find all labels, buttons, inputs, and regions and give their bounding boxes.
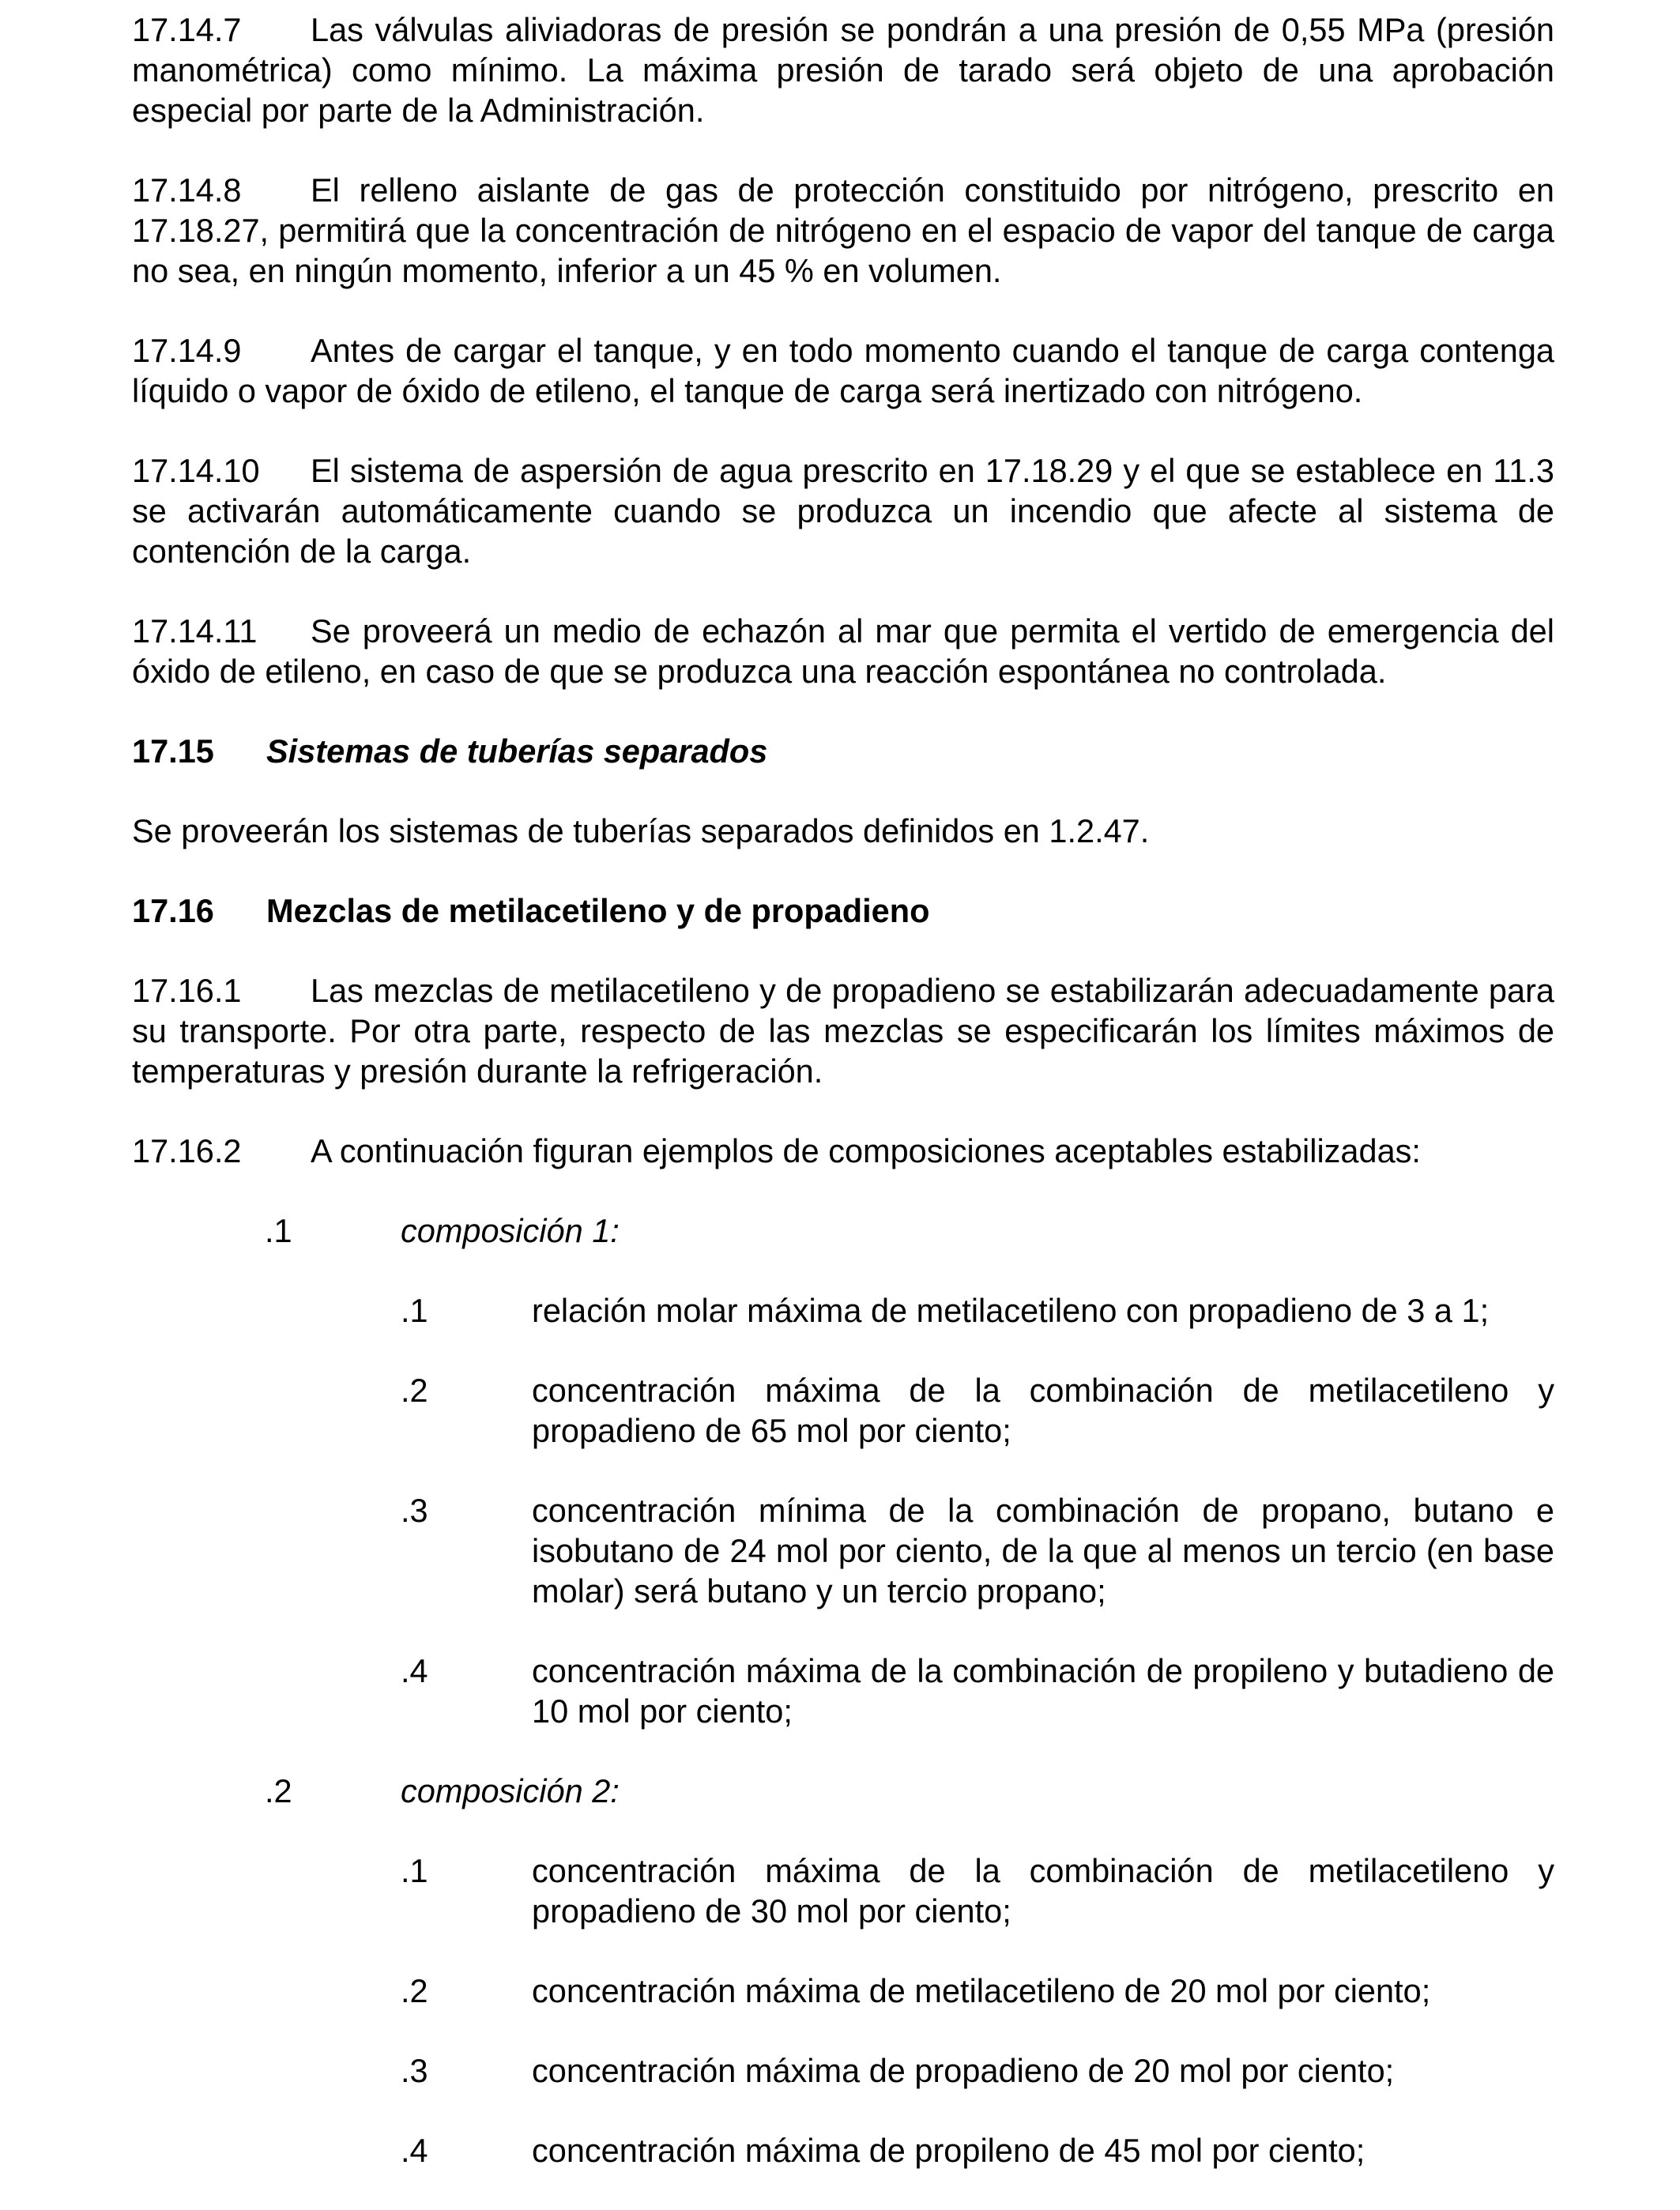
paragraph-17-16-1: [132, 970, 1554, 1091]
paragraph-17-14-10: [132, 450, 1554, 571]
paragraph-text: Antes de cargar el tanque, y en todo momento cuando el tanque de carga contenga líquido o vapor de óxido de etileno, el tanque de carga será inertizado con nitrógeno.: [132, 332, 1554, 409]
paragraph-text: El sistema de aspersión de agua prescrito en 17.18.29 y el que se establece en 11.3 se activarán automáticamente cuando se produzca un incendio que afecte al sistema de contención de la carga.: [132, 452, 1554, 570]
composition-2-item: [132, 1850, 1554, 1931]
paragraph-17-14-7: [132, 9, 1554, 130]
document-page: [132, 9, 1554, 2210]
section-number: 17.15: [132, 732, 214, 770]
composition-2-item: [132, 2050, 1554, 2091]
paragraph-17-14-9: [132, 330, 1554, 411]
item-number: .1: [401, 1852, 428, 1889]
paragraph-text: A continuación figuran ejemplos de composiciones aceptables estabilizadas:: [311, 1132, 1421, 1169]
paragraph-number: 17.16.1: [132, 972, 242, 1009]
paragraph-text: Las válvulas aliviadoras de presión se pondrán a una presión de 0,55 MPa (presión manométrica) como mínimo. La máxima presión de tarado será objeto de una aprobación especial por parte de la Administración.: [132, 11, 1554, 129]
paragraph-text: Las mezclas de metilacetileno y de propadieno se estabilizarán adecuadamente para su transporte. Por otra parte, respecto de las mezclas se especificarán los límites máximos de temperaturas y presión durante la refrigeración.: [132, 972, 1554, 1090]
composition-2-item: [132, 2130, 1554, 2170]
paragraph-number: 17.14.8: [132, 171, 242, 209]
composition-2-heading: [132, 1771, 1554, 1811]
section-number: 17.16: [132, 892, 214, 929]
composition-1-item: [132, 1370, 1554, 1451]
item-text: relación molar máxima de metilacetileno con propadieno de 3 a 1;: [532, 1292, 1490, 1329]
composition-1-item: [132, 1490, 1554, 1611]
composition-2-item: [132, 1971, 1554, 2011]
composition-1-item: [132, 1651, 1554, 1731]
item-text: concentración máxima de propileno de 45 mol por ciento;: [532, 2132, 1365, 2169]
composition-number: .1: [265, 1212, 292, 1249]
item-text: concentración máxima de propadieno de 20 mol por ciento;: [532, 2052, 1395, 2089]
composition-number: .2: [265, 1772, 292, 1809]
composition-1-heading: [132, 1210, 1554, 1251]
item-text: concentración mínima de la combinación de propano, butano e isobutano de 24 mol por ciento, de la que al menos un tercio (en base molar) será butano y un tercio propano;: [532, 1492, 1554, 1609]
item-number: .4: [401, 2132, 428, 2169]
item-text: concentración máxima de la combinación de metilacetileno y propadieno de 30 mol por ciento;: [532, 1852, 1554, 1930]
composition-title: composición 1:: [401, 1212, 620, 1249]
paragraph-17-14-11: [132, 611, 1554, 691]
item-text: concentración máxima de la combinación de propileno y butadieno de 10 mol por ciento;: [532, 1652, 1554, 1730]
section-title: Sistemas de tuberías separados: [266, 732, 768, 770]
item-number: .1: [401, 1292, 428, 1329]
paragraph-number: 17.14.10: [132, 452, 260, 489]
section-17-15-text: Se proveerán los sistemas de tuberías separados definidos en 1.2.47.: [132, 812, 1150, 849]
item-number: .3: [401, 1492, 428, 1529]
composition-title: composición 2:: [401, 1772, 620, 1809]
paragraph-text: El relleno aislante de gas de protección constituido por nitrógeno, prescrito en 17.18.27, permitirá que la concentración de nitrógeno en el espacio de vapor del tanque de carga no sea, en ningún momento, inferior a un 45 % en volumen.: [132, 171, 1554, 289]
item-number: .2: [401, 1972, 428, 2009]
section-heading-17-15: [132, 731, 1554, 771]
section-heading-17-16: [132, 890, 1554, 931]
item-number: .3: [401, 2052, 428, 2089]
section-title: Mezclas de metilacetileno y de propadieno: [266, 892, 930, 929]
paragraph-number: 17.16.2: [132, 1132, 242, 1169]
paragraph-number: 17.14.7: [132, 11, 242, 48]
item-number: .4: [401, 1652, 428, 1689]
paragraph-number: 17.14.11: [132, 612, 258, 649]
paragraph-17-14-8: [132, 170, 1554, 291]
item-number: .2: [401, 1372, 428, 1409]
item-text: concentración máxima de la combinación de metilacetileno y propadieno de 65 mol por ciento;: [532, 1372, 1554, 1449]
item-text: concentración máxima de metilacetileno de 20 mol por ciento;: [532, 1972, 1431, 2009]
composition-1-item: [132, 1290, 1554, 1331]
paragraph-text: Se proveerá un medio de echazón al mar que permita el vertido de emergencia del óxido de etileno, en caso de que se produzca una reacción espontánea no controlada.: [132, 612, 1554, 690]
paragraph-number: 17.14.9: [132, 332, 242, 369]
paragraph-17-16-2: [132, 1131, 1554, 1171]
